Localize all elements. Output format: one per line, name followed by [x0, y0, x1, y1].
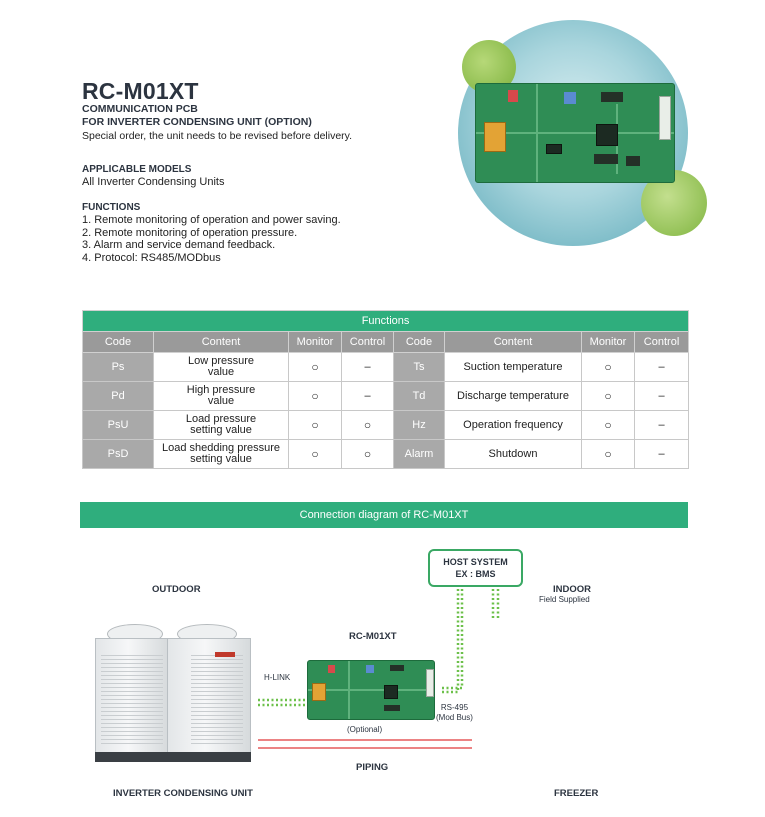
content-cell: Shutdown [445, 440, 582, 469]
function-item: 3. Alarm and service demand feedback. [82, 239, 276, 251]
code-cell: Pd [83, 382, 154, 411]
code-cell: Ts [394, 353, 445, 382]
column-header: Code [83, 332, 154, 353]
code-cell: Ps [83, 353, 154, 382]
optional-label: (Optional) [347, 725, 383, 734]
condensing-unit-label: INVERTER CONDENSING UNIT [113, 788, 253, 799]
subtitle-line-2: FOR INVERTER CONDENSING UNIT (OPTION) [82, 116, 312, 128]
condensing-unit-image [95, 624, 255, 764]
content-line: High pressure [186, 384, 256, 396]
code-cell: Alarm [394, 440, 445, 469]
monitor-cell: ○ [582, 382, 635, 411]
pcb-diagram-label: RC-M01XT [349, 631, 397, 642]
function-item: 2. Remote monitoring of operation pressure. [82, 226, 298, 239]
code-cell: Hz [394, 411, 445, 440]
indoor-label: INDOOR [553, 584, 591, 595]
table-title: Functions [83, 311, 689, 332]
applicable-models-heading: APPLICABLE MODELS [82, 164, 192, 175]
control-cell: ○ [342, 411, 394, 440]
function-item: 4. Protocol: RS485/MODbus [82, 251, 221, 264]
content-line: Low pressure [187, 355, 255, 367]
rs485-line: RS-495 [440, 703, 469, 712]
content-line: setting value [190, 424, 252, 436]
piping-label: PIPING [356, 762, 389, 773]
control-cell: – [342, 382, 394, 411]
code-cell: PsU [83, 411, 154, 440]
pcb-diagram-image [307, 660, 435, 720]
column-header: Monitor [582, 332, 635, 353]
connection-diagram-banner: Connection diagram of RC-M01XT [80, 502, 688, 528]
field-supplied-label: Field Supplied [539, 595, 590, 604]
content-line: setting value [190, 453, 252, 465]
monitor-cell: ○ [289, 411, 342, 440]
hlink-label: H-LINK [264, 673, 291, 682]
monitor-cell: ○ [582, 411, 635, 440]
host-system-line: EX : BMS [455, 569, 496, 579]
content-cell: Suction temperature [445, 353, 582, 382]
rs485-label [436, 703, 473, 723]
code-cell: Td [394, 382, 445, 411]
content-line: Load shedding pressure [161, 442, 281, 454]
column-header: Content [154, 332, 289, 353]
content-cell: Operation frequency [445, 411, 582, 440]
content-line: Load pressure [185, 413, 257, 425]
monitor-cell: ○ [582, 353, 635, 382]
control-cell: – [635, 440, 689, 469]
column-header: Monitor [289, 332, 342, 353]
control-cell: – [635, 382, 689, 411]
content-line: value [207, 395, 235, 407]
control-cell: – [342, 353, 394, 382]
monitor-cell: ○ [289, 440, 342, 469]
function-item: 1. Remote monitoring of operation and power saving. [82, 214, 341, 226]
column-header: Content [445, 332, 582, 353]
code-cell: PsD [83, 440, 154, 469]
applicable-models-text: All Inverter Condensing Units [82, 176, 225, 188]
host-system-line: HOST SYSTEM [443, 557, 508, 567]
column-header: Code [394, 332, 445, 353]
column-header: Control [635, 332, 689, 353]
monitor-cell: ○ [289, 382, 342, 411]
product-title: RC-M01XT [82, 78, 199, 104]
control-cell: – [635, 411, 689, 440]
monitor-cell: ○ [289, 353, 342, 382]
rs485-link-line [440, 589, 458, 692]
outdoor-label: OUTDOOR [152, 584, 201, 595]
control-cell: ○ [342, 440, 394, 469]
subtitle-line-1: COMMUNICATION PCB [82, 103, 198, 115]
special-order-note: Special order, the unit needs to be revised before delivery. [82, 130, 353, 142]
content-line: value [207, 366, 235, 378]
column-header: Control [342, 332, 394, 353]
monitor-cell: ○ [582, 440, 635, 469]
control-cell: – [635, 353, 689, 382]
freezer-label: FREEZER [554, 788, 599, 799]
rs485-line: (Mod Bus) [436, 713, 473, 722]
functions-heading: FUNCTIONS [82, 202, 141, 213]
content-cell: Discharge temperature [445, 382, 582, 411]
